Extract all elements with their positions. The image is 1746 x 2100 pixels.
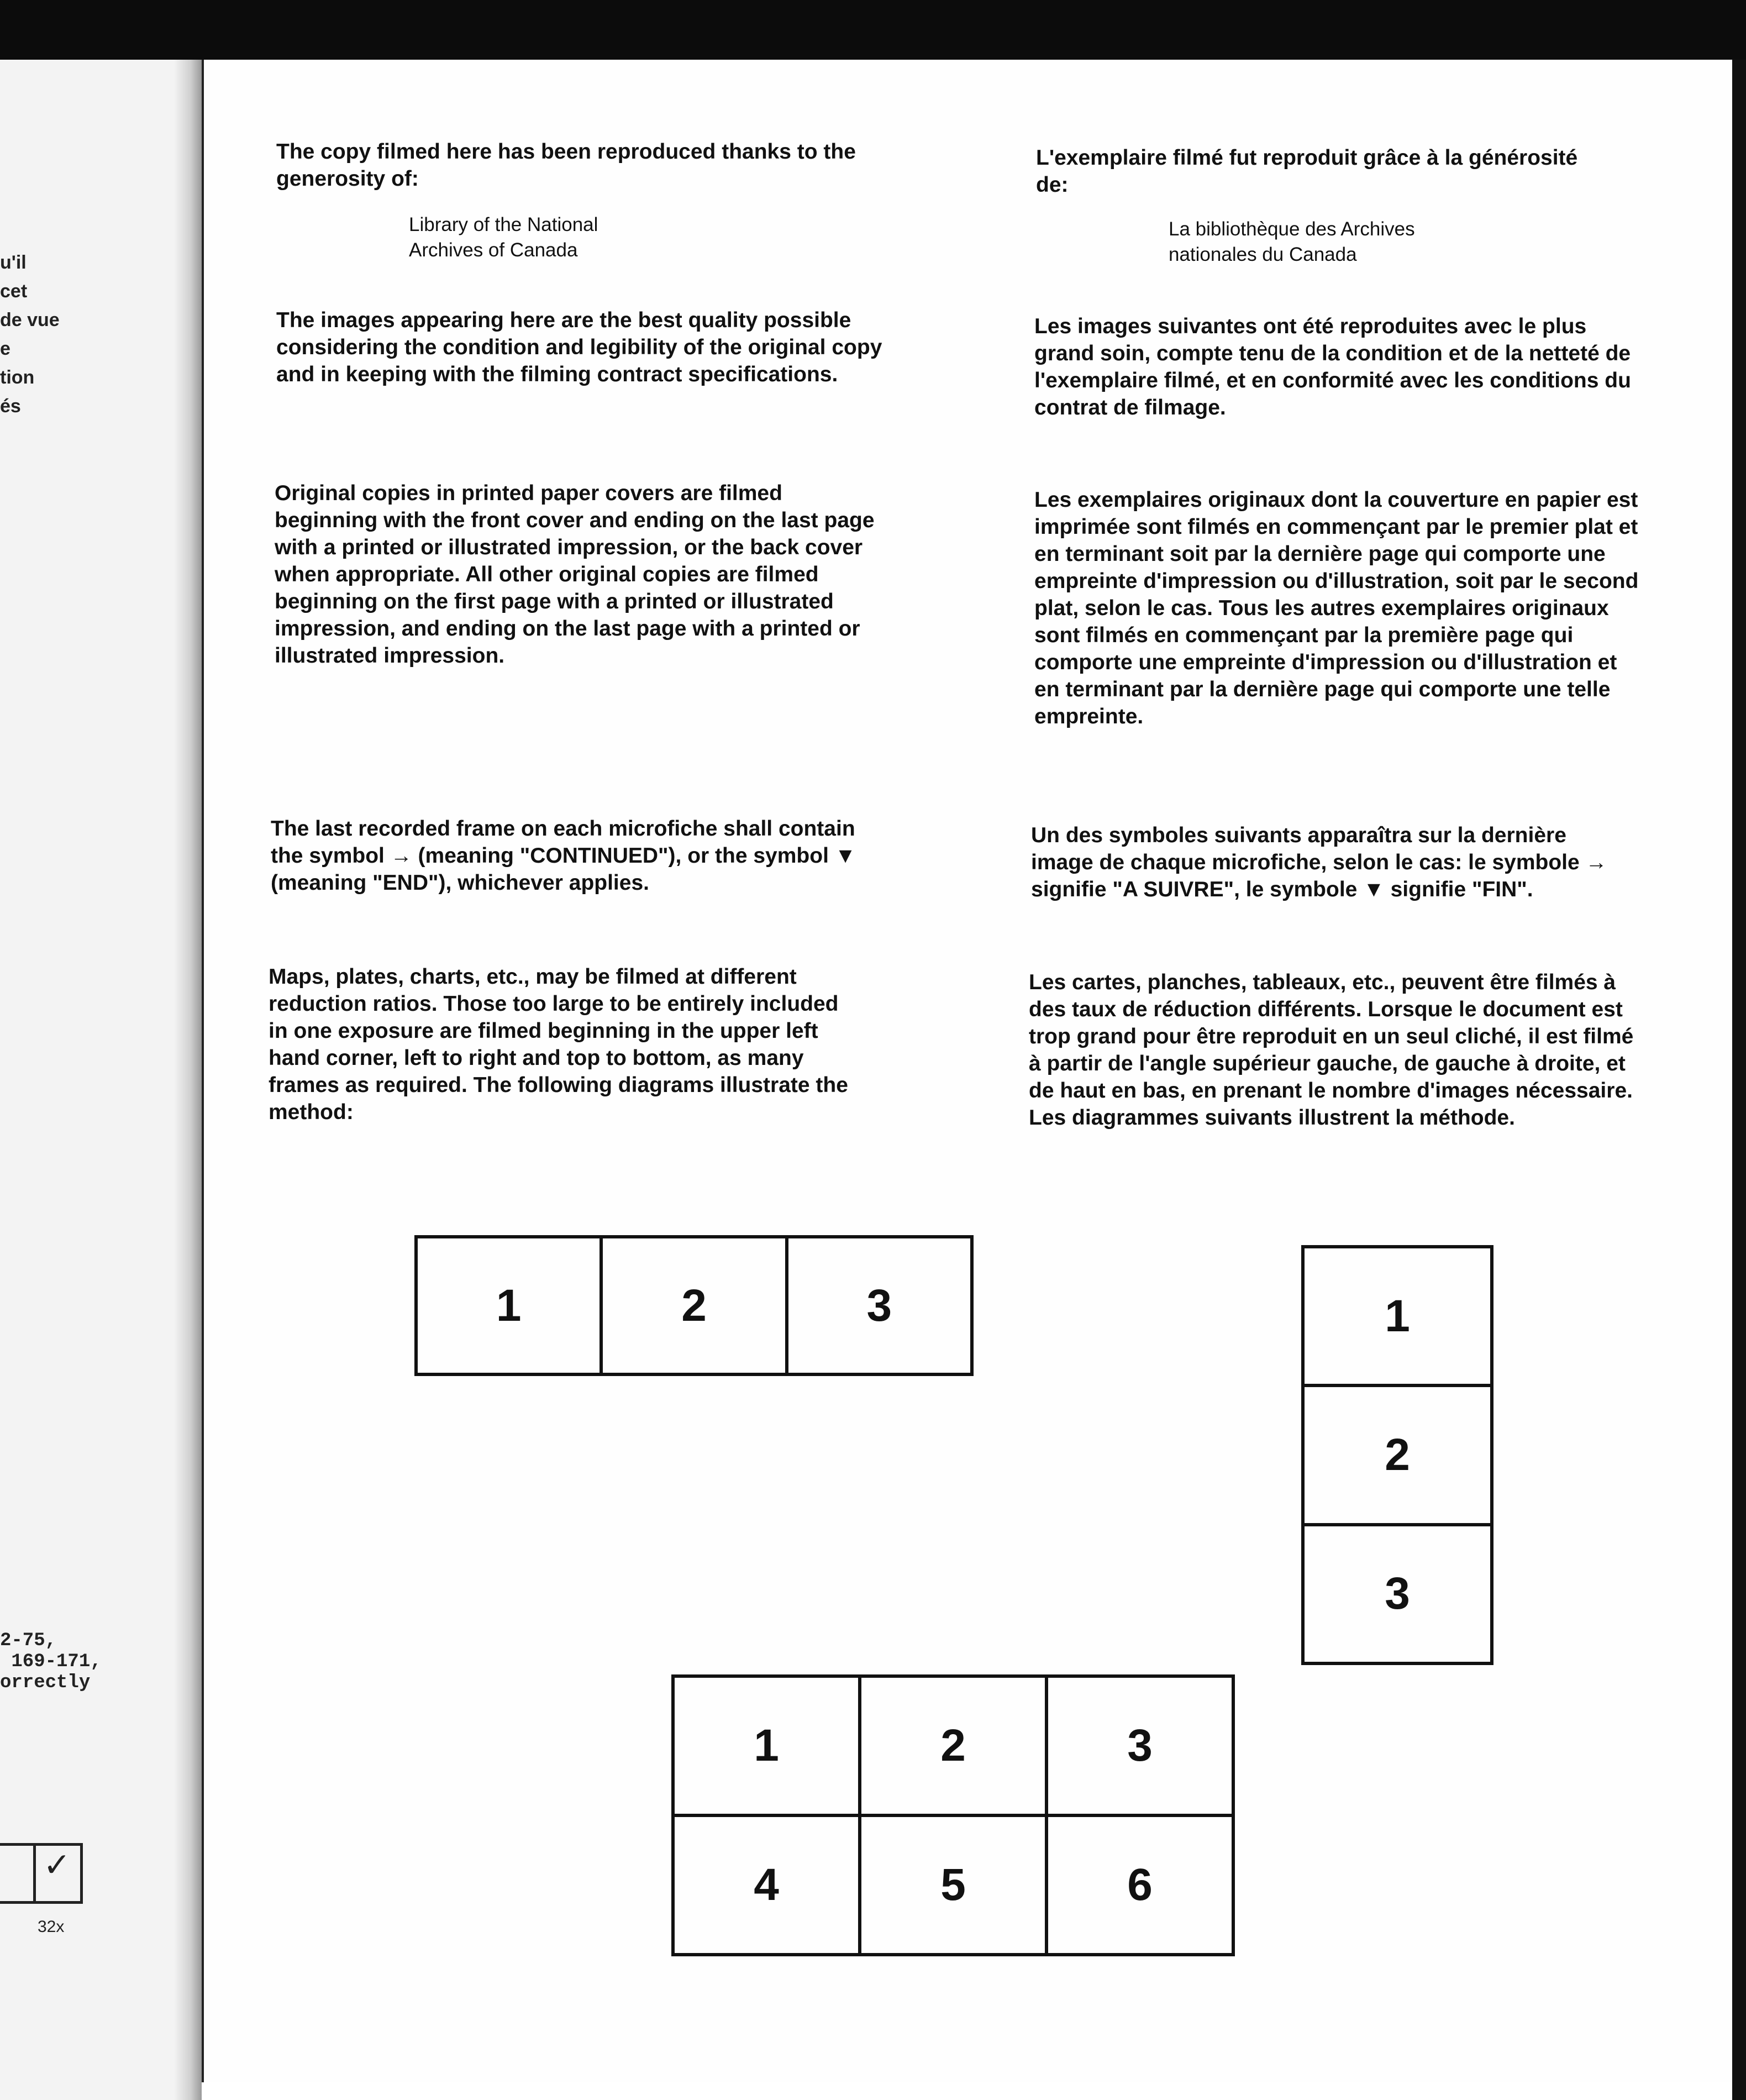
left-fragment: és (0, 396, 21, 417)
check-icon: ✓ (43, 1846, 71, 1883)
diagram-frame: 1 (1303, 1247, 1492, 1385)
english-images-paragraph: The images appearing here are the best quality possible considering the condition and legibility of the original copy and in keeping with the filming contract specifications. (276, 308, 882, 386)
english-intro: The copy filmed here has been reproduced thanks to the generosity of: (276, 140, 856, 191)
english-library-line: Archives of Canada (409, 239, 578, 261)
english-maps-paragraph: Maps, plates, charts, etc., may be filmed at different reduction ratios. Those too large to be entirely included in one exposure are filmed beginning in the upper left hand corner, left to right and top to bottom, as many frames as required. The following diagrams illustrate the method: (269, 965, 848, 1124)
page-gutter-shadow (174, 60, 202, 2100)
left-fragment: de vue (0, 309, 60, 330)
diagram-frame: 4 (673, 1815, 860, 1955)
diagram-frame: 1 (416, 1237, 601, 1374)
left-checkbox (0, 1843, 36, 1904)
english-original-paragraph: Original copies in printed paper covers are filmed beginning with the front cover and ending on the last page with a printed or illustrated impression, or the back cover when appropriate. All other original copies are filmed beginning on the first page with a printed or illustrated impression, and ending on the last page with a printed or illustrated impression. (275, 481, 875, 668)
reduction-label: 32x (38, 1918, 65, 1936)
diagram-frame: 5 (860, 1815, 1046, 1955)
diagram-frame: 2 (1303, 1385, 1492, 1524)
diagram-frame: 3 (1303, 1525, 1492, 1663)
french-library-line: nationales du Canada (1169, 244, 1357, 265)
diagram-grid (671, 1674, 1235, 1956)
left-page-edge (0, 60, 199, 2100)
diagram-frame: 6 (1046, 1815, 1233, 1955)
diagram-frame: 2 (860, 1676, 1046, 1815)
french-original-paragraph: Les exemplaires originaux dont la couverture en papier est imprimée sont filmés en commençant par le premier plat et en terminant soit par la dernière page qui comporte une empreinte d'impression ou d'illustration, soit par le second plat, selon le cas. Tous les autres exemplaires originaux sont filmés en commençant par la première page qui comporte une empreinte d'impression ou d'illustration et en terminant par la dernière page qui comporte une telle empreinte. (1034, 488, 1639, 728)
english-library-line: Library of the National (409, 214, 598, 235)
film-top-border (0, 0, 1746, 60)
left-fragment: u'il (0, 252, 27, 273)
left-ref-line: 169-171, (0, 1651, 102, 1672)
french-intro: L'exemplaire filmé fut reproduit grâce à la générosité de: (1036, 146, 1578, 197)
film-right-border (1732, 60, 1746, 2100)
diagram-frame: 1 (673, 1676, 860, 1815)
left-ref-line: 2-75, (0, 1630, 57, 1651)
left-fragment: cet (0, 281, 28, 302)
french-maps-paragraph: Les cartes, planches, tableaux, etc., peuvent être filmés à des taux de réduction différents. Lorsque le document est trop grand pour être reproduit en un seul cliché, il est filmé à partir de l'angle supérieur gauche, de gauche à droite, et de haut en bas, en prenant le nombre d'images nécessaire. Les diagrammes suivants illustrent la méthode. (1029, 970, 1634, 1130)
french-frame-paragraph: Un des symboles suivants apparaîtra sur la dernière image de chaque microfiche, selon le cas: le symbole → signifie "A SUIVRE", le symbole ▼ signifie "FIN". (1031, 823, 1607, 901)
french-library-line: La bibliothèque des Archives (1169, 218, 1415, 240)
diagram-frame: 3 (1046, 1676, 1233, 1815)
english-frame-paragraph: The last recorded frame on each microfiche shall contain the symbol → (meaning "CONTINUED"), or the symbol ▼ (meaning "END"), whichever applies. (271, 817, 856, 895)
left-ref-line: orrectly (0, 1672, 91, 1693)
diagram-frame: 3 (787, 1237, 972, 1374)
left-fragment: e (0, 338, 10, 359)
diagram-vertical (1301, 1245, 1493, 1665)
left-fragment: tion (0, 367, 35, 388)
diagram-frame: 2 (601, 1237, 786, 1374)
french-images-paragraph: Les images suivantes ont été reproduites avec le plus grand soin, compte tenu de la condition et de la netteté de l'exemplaire filmé, et en conformité avec les conditions du contrat de filmage. (1034, 314, 1631, 419)
diagram-horizontal (414, 1235, 974, 1376)
